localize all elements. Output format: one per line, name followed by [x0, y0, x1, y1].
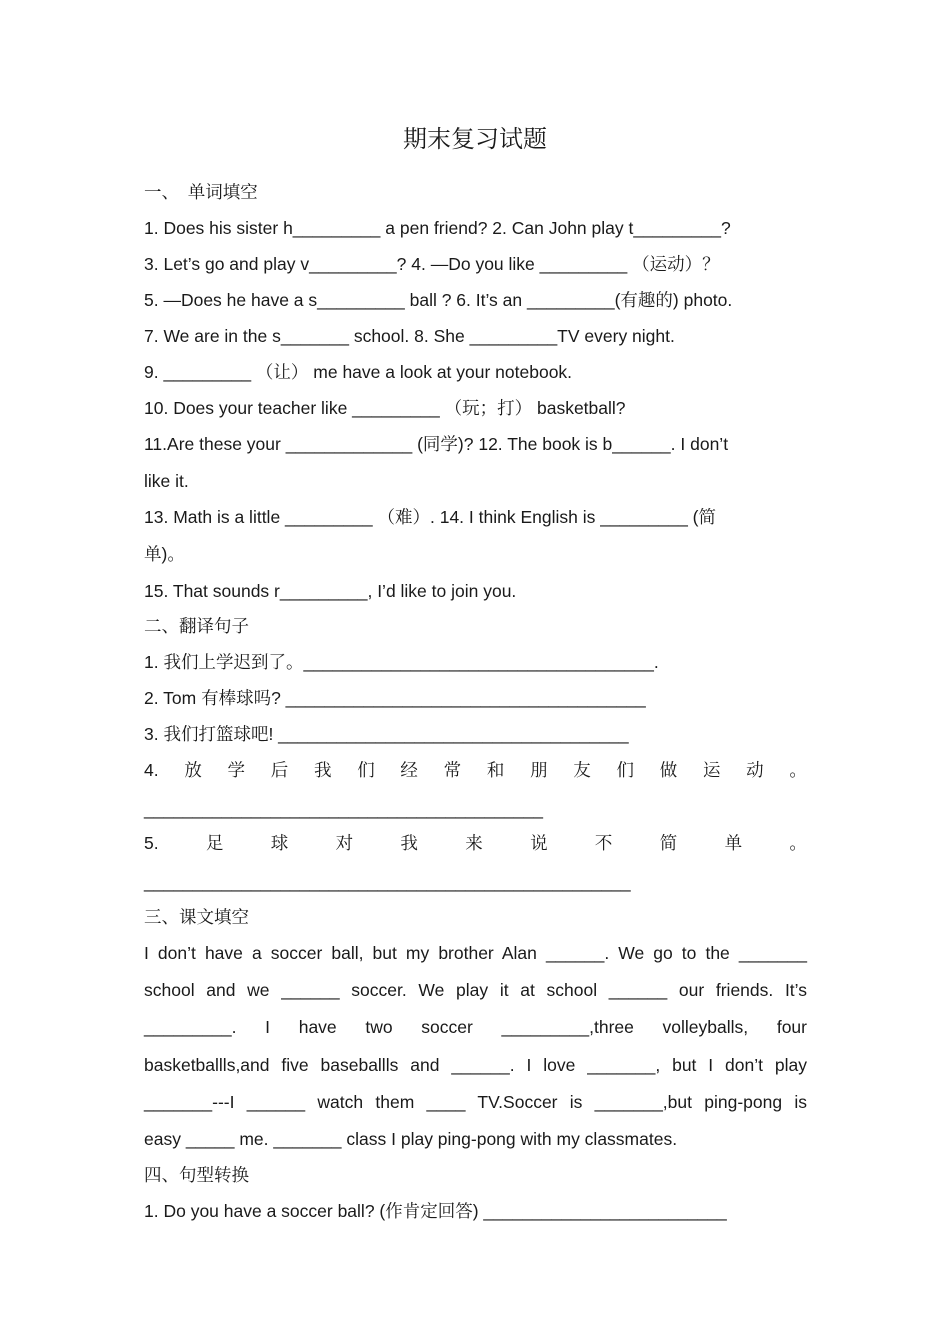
section4-heading: 四、句型转换 [144, 1165, 249, 1185]
s3-line-3: _________. I have two soccer _________,three volleyballs, four [144, 1017, 807, 1037]
s2-q4-char: 后 [270, 760, 289, 780]
s2-q4-char: 我 [313, 760, 332, 780]
s2-line-2: 2. Tom 有棒球吗? _____________________________________ [144, 688, 646, 708]
s2-q4-char: 运 [702, 760, 721, 780]
s3-line-4: basketballls,and five baseballls and ______. I love _______, but I don’t play [144, 1055, 807, 1075]
s2-q5-blank: __________________________________________________ [144, 872, 631, 892]
s1-line-7: 11.Are these your _____________ (同学)? 12. The book is b______. I don’t [144, 434, 729, 454]
s2-q5-char: 简 [659, 833, 678, 853]
s2-q5-char: 单 [724, 833, 743, 853]
section3-heading: 三、课文填空 [144, 907, 249, 927]
s1-line-11: 15. That sounds r_________, I’d like to join you. [144, 581, 517, 601]
s1-line-3: 5. —Does he have a s_________ ball ? 6. It’s an _________(有趣的) photo. [144, 290, 733, 310]
s1-line-4: 7. We are in the s_______ school. 8. She _________TV every night. [144, 326, 675, 346]
s3-line-6: easy _____ me. _______ class I play ping-pong with my classmates. [144, 1129, 678, 1149]
s2-q5-char: 对 [335, 833, 354, 853]
s1-line-1: 1. Does his sister h_________ a pen friend? 2. Can John play t_________? [144, 218, 731, 238]
page-title: 期末复习试题 [403, 126, 547, 153]
s2-q4-row [144, 758, 807, 782]
s2-q4-char: 和 [486, 760, 505, 780]
s2-q4-char: 做 [659, 760, 678, 780]
s1-line-6: 10. Does your teacher like _________ （玩；打） basketball? [144, 398, 626, 418]
s2-q5-char: 5. [144, 833, 159, 853]
s2-q4-char: 学 [227, 760, 246, 780]
s2-q4-char: 朋 [530, 760, 548, 780]
s2-q4-char: 放 [184, 760, 202, 780]
s3-line-5: _______---I ______ watch them ____ TV.Soccer is _______,but ping-pong is [144, 1092, 807, 1112]
s2-q5-char: 。 [789, 833, 807, 853]
s2-q4-blank: _________________________________________ [144, 799, 544, 819]
s1-line-8: like it. [144, 471, 189, 491]
s4-line-1: 1. Do you have a soccer ball? (作肯定回答) _________________________ [144, 1201, 727, 1221]
s2-q4-char: 们 [616, 760, 635, 780]
s3-line-1: I don’t have a soccer ball, but my brother Alan ______. We go to the _______ [144, 943, 807, 963]
s1-line-9: 13. Math is a little _________ （难）. 14. I think English is _________ (简 [144, 507, 716, 527]
s2-q4-char: 动 [746, 760, 764, 780]
s2-q5-row [144, 831, 807, 855]
s2-q4-char: 常 [443, 760, 462, 780]
s2-q4-char: 们 [357, 760, 375, 780]
section1-heading: 一、 单词填空 [144, 182, 258, 202]
s2-line-3: 3. 我们打篮球吧! ____________________________________ [144, 724, 629, 744]
s2-q5-char: 说 [530, 833, 548, 853]
s1-line-2: 3. Let’s go and play v_________? 4. —Do you like _________ （运动）？ [144, 254, 720, 274]
s2-q4-char: 经 [400, 760, 418, 780]
s2-q4-char: 4. [144, 760, 159, 780]
s2-line-1: 1. 我们上学迟到了。____________________________________. [144, 652, 659, 672]
s2-q4-char: 。 [789, 760, 807, 780]
s2-q4-char: 友 [573, 760, 591, 780]
s2-q5-char: 不 [594, 833, 613, 853]
s1-line-10: 单)。 [144, 544, 185, 564]
s2-q5-char: 足 [205, 833, 224, 853]
s2-q5-char: 来 [465, 833, 483, 853]
s3-line-2: school and we ______ soccer. We play it at school ______ our friends. It’s [144, 980, 807, 1000]
section2-heading: 二、翻译句子 [144, 616, 249, 636]
s2-q5-char: 球 [270, 833, 289, 853]
s2-q5-char: 我 [400, 833, 418, 853]
s1-line-5: 9. _________ （让） me have a look at your notebook. [144, 362, 573, 382]
